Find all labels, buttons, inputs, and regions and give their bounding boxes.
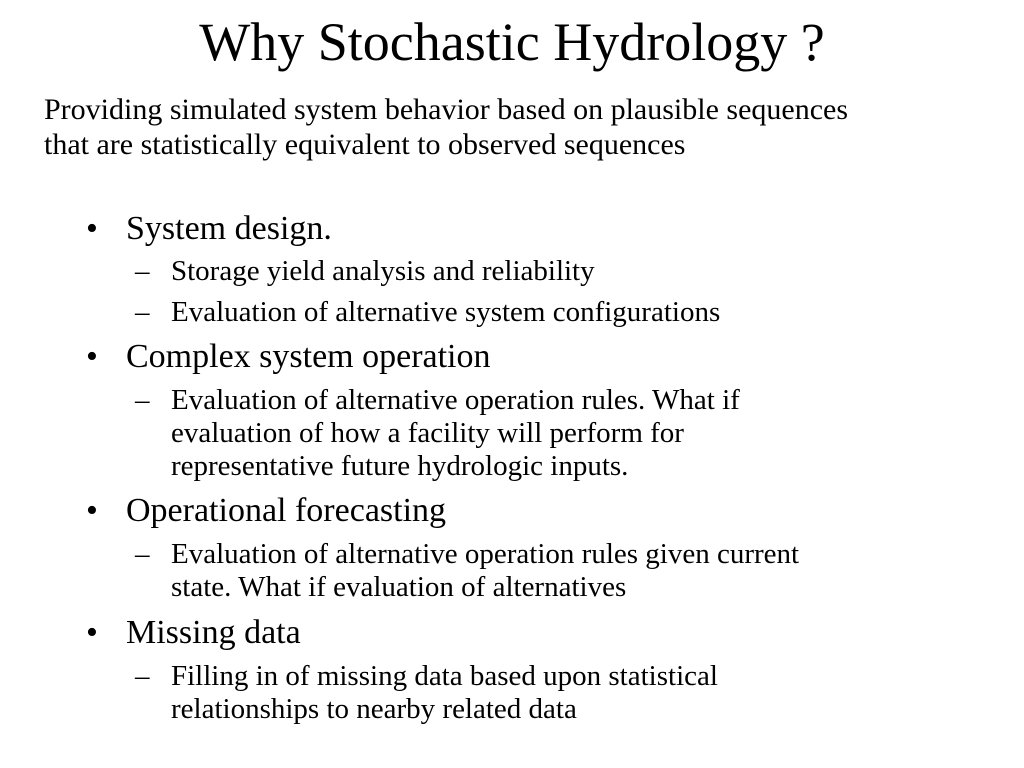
sub-bullet-line: – Evaluation of alternative operation rules given current — [171, 538, 800, 570]
bullet-missing-data: • Missing data — [126, 614, 301, 652]
sub-bullet-line: representative future hydrologic inputs. — [171, 450, 629, 482]
sub-bullet-filling-missing-data — [171, 660, 991, 726]
sub-bullet-operation-rules — [171, 384, 991, 483]
bullet-system-design: • System design. — [126, 210, 332, 248]
sub-bullet-line: – Filling in of missing data based upon statistical — [171, 660, 718, 692]
sub-bullet-line: state. What if evaluation of alternatives — [171, 571, 627, 603]
sub-bullet-forecast-rules — [171, 538, 991, 604]
bullet-operational-forecasting: • Operational forecasting — [126, 492, 446, 530]
subtitle-line: Providing simulated system behavior based on plausible sequences — [44, 93, 849, 126]
subtitle-line: that are statistically equivalent to observed sequences — [44, 128, 686, 161]
sub-bullet-line: – Storage yield analysis and reliability — [171, 255, 595, 287]
sub-bullet-line: – Evaluation of alternative system configurations — [171, 296, 721, 328]
slide-subtitle — [44, 92, 1004, 162]
sub-bullet-line: evaluation of how a facility will perform for — [171, 417, 684, 449]
sub-bullet-line: – Evaluation of alternative operation rules. What if — [171, 384, 740, 416]
sub-bullet-storage-yield — [171, 255, 991, 288]
slide-title: Why Stochastic Hydrology ? — [199, 12, 825, 72]
bullet-complex-system-operation: • Complex system operation — [126, 338, 491, 376]
sub-bullet-alternative-configurations — [171, 296, 991, 329]
sub-bullet-line: relationships to nearby related data — [171, 693, 577, 725]
